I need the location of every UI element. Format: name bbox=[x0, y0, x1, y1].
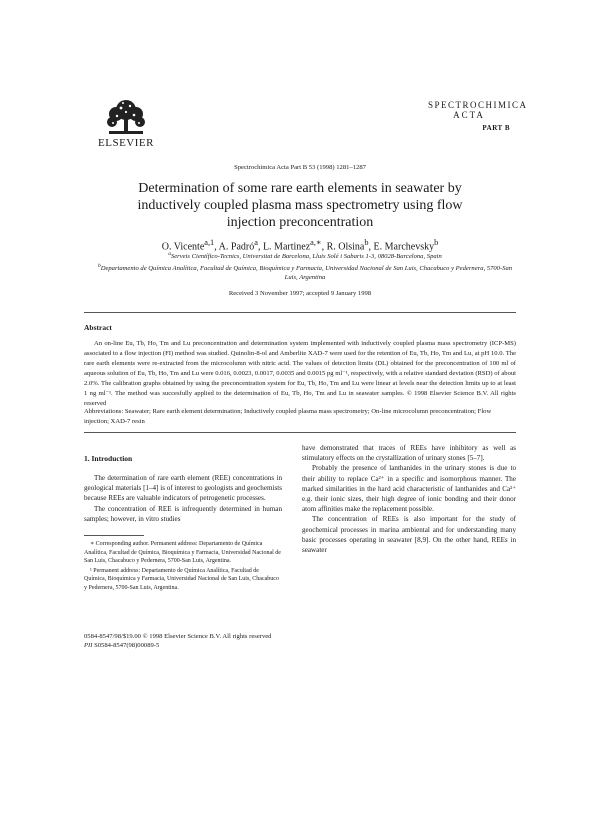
publisher-name: ELSEVIER bbox=[98, 137, 154, 149]
copyright-line: 0584-8547/98/$19.00 © 1998 Elsevier Science B.V. All rights reserved bbox=[84, 633, 272, 640]
author-name: , R. Olsina bbox=[321, 241, 365, 253]
pii-value: S0584-8547(98)00089-5 bbox=[94, 642, 160, 649]
abstract-heading: Abstract bbox=[84, 323, 112, 332]
journal-masthead bbox=[428, 100, 528, 132]
section-heading-introduction: 1. Introduction bbox=[84, 454, 133, 463]
paragraph: The concentration of REEs is also important for the study of geochemical processes in marina ambiental and for understanding many basic processes operating in seawater [8,9]. On the other hand, REEs in seawater bbox=[302, 515, 516, 555]
divider-bottom bbox=[84, 432, 516, 433]
copyright-block bbox=[84, 632, 516, 650]
footnote-corresponding: ∗ Corresponding author. Permanent address: Departamento de Química Analítica, Facultad de Química, Bioquímica y Farmacia, Universidad Nacional de San Luis, Chacabuco y Pedernera, 5700-San Luis, Argentina. bbox=[84, 541, 281, 564]
paragraph: The determination of rare earth element (REE) concentrations in geological materials [1–4] is of interest to geologists and geochemists because REEs are valuable indicators of petrogenetic processes. bbox=[84, 474, 282, 503]
publisher-logo bbox=[95, 98, 157, 149]
author-name: , E. Marchevsky bbox=[368, 241, 435, 253]
journal-citation: Spectrochimica Acta Part B 53 (1998) 1281–1287 bbox=[234, 164, 366, 171]
paragraph: have demonstrated that traces of REEs have inhibitory as well as stimulatory effects on the crystallization of urinary stones [5–7]. bbox=[302, 444, 516, 463]
pii-line bbox=[84, 641, 516, 650]
affiliation-a: $^a$Serveis Científico-Tecnics, Universitat de Barcelona, Lluis Solé i Sabaris 1-3, 08028-Barcelona, Spain bbox=[168, 251, 442, 261]
paragraph: Probably the presence of lanthanides in the urinary stones is due to their ability to replace Ca²⁺ in a specific and isomorphous manner. The marked similarities in the hard acid characteristic of lanthanides and Ca²⁺ e.g. their ionic sizes, their high degree of ionic bonding and their donor atom affinities make the replacement possible. bbox=[302, 464, 516, 514]
paragraph: The concentration of REE is infrequently determined in human samples; however, in vitro studies bbox=[84, 504, 282, 523]
abbreviations: Abbreviations: Seawater; Rare earth element determination; Inductively coupled plasma mass spectrometry; On-line microcolumn preconcentration; Flow injection; XAD-7 resin bbox=[84, 408, 492, 425]
affiliation-b: $^b$Departamento de Química Analítica, Facultad de Química, Bioquímica y Farmacia, Universidad Nacional de San Luis, Chacabuco y Pedernera, 5700-San Luis, Argentina bbox=[97, 262, 513, 282]
author-name: , A. Padró bbox=[214, 241, 255, 253]
journal-part: PART B bbox=[482, 124, 510, 132]
author-sup: a,∗ bbox=[310, 238, 322, 247]
pii-label: PII bbox=[84, 642, 93, 649]
author-sup: a,1 bbox=[204, 238, 215, 247]
author-name: , L. Martinez bbox=[257, 241, 311, 253]
column-left bbox=[84, 473, 282, 524]
affiliations bbox=[95, 250, 515, 283]
journal-title-line2: ACTA bbox=[453, 110, 485, 120]
footnotes bbox=[84, 540, 282, 593]
footnote-1: ¹ Permanent address: Departamento de Química Analítica, Facultad de Química, Bioquímica y Farmacia, Universidad Nacional de San Luis, Chacabuco y Pedernera, 5700-San Luis, Argentina. bbox=[84, 567, 279, 591]
column-right bbox=[302, 443, 516, 555]
author-sup: a bbox=[254, 238, 258, 247]
divider-top bbox=[84, 312, 516, 313]
received-dates: Received 3 November 1997; accepted 9 January 1998 bbox=[228, 290, 372, 297]
footnote-divider bbox=[84, 535, 144, 536]
abstract-text: An on-line Eu, Tb, Ho, Tm and Lu preconcentration and determination system implemented with inductively coupled plasma mass spectrometry (ICP-MS) associated to a flow injection (FI) method was studied. Quinolin-8-ol and Amberlite XAD-7 were used for the retention of Eu, Tb, Ho, Tm and Lu, at pH 10.0. The rare earth elements were re-extracted from the microcolumn with nitric acid. The values of detection limits (DL) obtained for the preconcentration of 100 ml of aqueous solution of Eu, Tb, Ho, Tm and Lu were 0.016, 0.0023, 0.0017, 0.0035 and 0.0015 pg ml⁻¹, respectively, with a relative standard deviation (RSD) of about 2.0%. The calibration graphs obtained by using the preconcentration system for Eu, Tb, Ho, Tm and Lu were linear at levels near the detection limits up to at least 1 ng ml⁻¹. The method was succesfully applied to the determination of Eu, Tb, Ho, Tm and Lu in seawater samples. © 1998 Elsevier Science B.V. All rights reserved bbox=[84, 340, 516, 407]
author-sup: b bbox=[364, 238, 369, 247]
author-sup: b bbox=[434, 238, 439, 247]
article-title: Determination of some rare earth elements in seawater by inductively coupled plasma mass spectrometry using flow injection preconcentration bbox=[137, 181, 463, 230]
author-name: O. Vicente bbox=[161, 241, 205, 253]
elsevier-tree-icon bbox=[103, 98, 149, 136]
journal-title-line1: SPECTROCHIMICA bbox=[428, 100, 528, 110]
